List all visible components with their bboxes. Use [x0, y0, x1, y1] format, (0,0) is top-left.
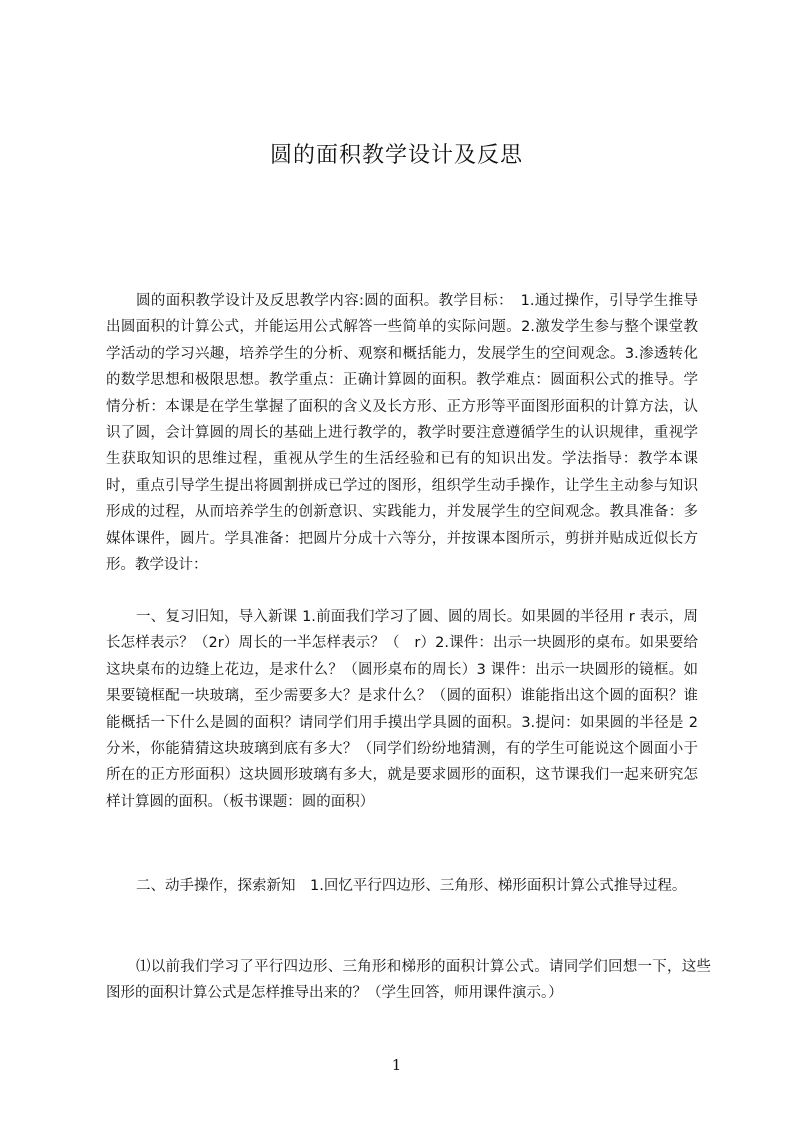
page-title: 圆的面积教学设计及反思	[269, 143, 523, 168]
paragraph-recall-formulas: ⑴以前我们学习了平行四边形、三角形和梯形的面积计算公式。请同学们回想一下，这些图形的面积计算公式是怎样推导出来的？（学生回答，师用课件演示。）	[106, 959, 711, 1002]
paragraph-review-introduction: 一、复习旧知，导入新课 1.前面我们学习了圆、圆的周长。如果圆的半径用 r 表示，周长怎样表示？（2r）周长的一半怎样表示？（ r）2.课件：出示一块圆形的桌布。如果要给这块桌布的边缝上花边，是求什么？（圆形桌布的周长）3 课件：出示一块圆形的镜框。如果要镜框配一块玻璃，至少需要多大？是求什么？（圆的面积）谁能指出这个圆的面积？谁能概括一下什么是圆的面积？请同学们用手摸出学具圆的面积。3.提问：如果圆的半径是 2 分米，你能猜猜这块玻璃到底有多大？（同学们纷纷地猜测，有的学生可能说这个圆面小于所在的正方形面积）这块圆形玻璃有多大，就是要求圆形的面积，这节课我们一起来研究怎样计算圆的面积。（板书课题：圆的面积）	[106, 609, 703, 810]
paragraph-hands-on-exploration: 二、动手操作，探索新知 1.回忆平行四边形、三角形、梯形面积计算公式推导过程。	[136, 878, 687, 894]
paragraph-teaching-content: 圆的面积教学设计及反思教学内容:圆的面积。教学目标： 1.通过操作，引导学生推导出圆面积的计算公式，并能运用公式解答一些简单的实际问题。2.激发学生参与整个课堂教学活动的学习兴趣，培养学生的分析、观察和概括能力，发展学生的空间观念。3.渗透转化的数学思想和极限思想。教学重点：正确计算圆的面积。教学难点：圆面积公式的推导。学情分析：本课是在学生掌握了面积的含义及长方形、正方形等平面图形面积的计算方法，认识了圆，会计算圆的周长的基础上进行教学的，教学时要注意遵循学生的认识规律，重视学生获取知识的思维过程，重视从学生的生活经验和已有的知识出发。学法指导：教学本课时，重点引导学生提出将圆割拼成已学过的图形，组织学生动手操作，让学生主动参与知识形成的过程，从而培养学生的创新意识、实践能力，并发展学生的空间观念。教具准备：多媒体课件，圆片。学具准备：把圆片分成十六等分，并按课本图所示，剪拼并贴成近似长方形。教学设计：	[106, 293, 698, 574]
page-number: 1	[391, 1056, 402, 1074]
